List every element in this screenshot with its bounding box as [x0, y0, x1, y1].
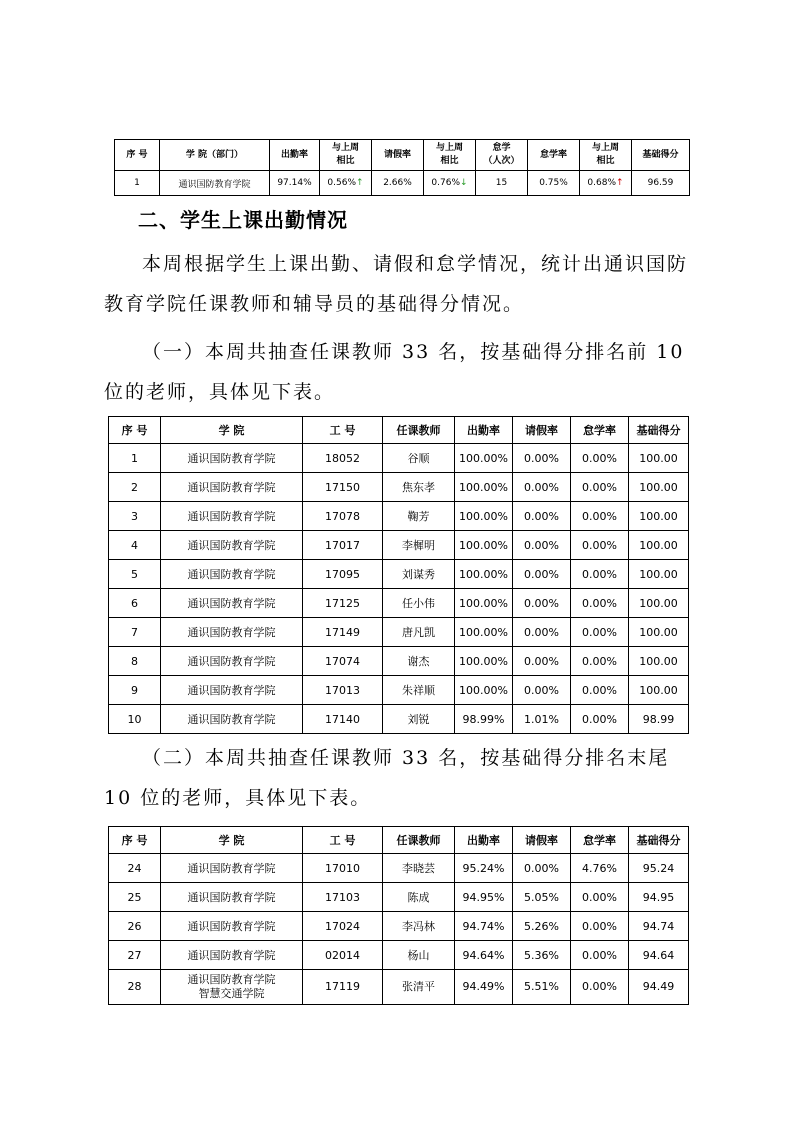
cell-no: 6: [109, 589, 161, 618]
cell-college: 通识国防教育学院: [161, 618, 303, 647]
cell-attendance: 100.00%: [455, 676, 513, 705]
cell-leave: 0.00%: [513, 531, 571, 560]
cell-college: 通识国防教育学院: [160, 171, 270, 196]
down-arrow-icon: ↓: [460, 178, 468, 188]
cell-score: 94.64: [629, 941, 689, 970]
cell-teacher: 张清平: [383, 970, 455, 1005]
cell-leave: 0.00%: [513, 854, 571, 883]
cell-teacher: 李冯林: [383, 912, 455, 941]
table-row: [109, 444, 689, 473]
cell-teacher: 李晓芸: [383, 854, 455, 883]
cell-leave: 0.00%: [513, 647, 571, 676]
college-line: 智慧交通学院: [198, 987, 265, 1000]
cell-teacher: 杨山: [383, 941, 455, 970]
cell-truancy: 0.00%: [571, 912, 629, 941]
col-header-attendance: 出勤率: [455, 827, 513, 854]
cell-id: 17013: [303, 676, 383, 705]
table-row: [109, 502, 689, 531]
cell-no: 9: [109, 676, 161, 705]
bottom10-header-row: [109, 827, 689, 854]
col-header-no: 序 号: [115, 140, 160, 171]
cell-teacher: 鞠芳: [383, 502, 455, 531]
cell-college: 通识国防教育学院: [161, 705, 303, 734]
cell-teacher: 唐凡凯: [383, 618, 455, 647]
cell-attendance: 100.00%: [455, 647, 513, 676]
cell-truancy: 0.00%: [571, 444, 629, 473]
cell-college: 通识国防教育学院: [161, 502, 303, 531]
cell-leave: 0.00%: [513, 560, 571, 589]
col-header-id: 工 号: [303, 417, 383, 444]
bottom10-paragraph: （二）本周共抽查任课教师 33 名，按基础得分排名末尾 10 位的老师，具体见下表。: [104, 747, 670, 809]
cell-teacher: 陈成: [383, 883, 455, 912]
cell-no: 27: [109, 941, 161, 970]
cell-no: 4: [109, 531, 161, 560]
cell-truancy: 0.00%: [571, 676, 629, 705]
college-line: 通识国防教育学院: [187, 973, 276, 986]
col-header-attendance: 出勤率: [270, 140, 320, 171]
cell-college: 通识国防教育学院: [161, 912, 303, 941]
cell-college: 通识国防教育学院: [161, 473, 303, 502]
cell-leave: 5.36%: [513, 941, 571, 970]
cell-college: 通识国防教育学院: [161, 883, 303, 912]
cell-truancy: 0.00%: [571, 502, 629, 531]
cell-attendance: 100.00%: [455, 589, 513, 618]
cell-id: 17150: [303, 473, 383, 502]
cell-teacher: 焦东孝: [383, 473, 455, 502]
top10-header-row: [109, 417, 689, 444]
cell-id: 17125: [303, 589, 383, 618]
table-row: [109, 854, 689, 883]
cell-leave: 0.00%: [513, 618, 571, 647]
cell-truancy-change: [580, 171, 632, 196]
header-text: 与上周 相比: [591, 143, 619, 166]
top10-teacher-table: [108, 416, 689, 734]
cell-leave: 0.00%: [513, 444, 571, 473]
cell-leave: 0.00%: [513, 589, 571, 618]
cell-no: 26: [109, 912, 161, 941]
cell-id: 17078: [303, 502, 383, 531]
col-header-score: 基础得分: [629, 417, 689, 444]
cell-score: 100.00: [629, 647, 689, 676]
table-row: [109, 883, 689, 912]
intro-paragraph: 本周根据学生上课出勤、请假和怠学情况，统计出通识国防教育学院任课教师和辅导员的基础得分情况。: [104, 253, 689, 315]
table-row: [109, 531, 689, 560]
cell-leave: 1.01%: [513, 705, 571, 734]
cell-teacher: 朱祥顺: [383, 676, 455, 705]
cell-score: 100.00: [629, 444, 689, 473]
cell-leave: 5.05%: [513, 883, 571, 912]
cell-no: 28: [109, 970, 161, 1005]
col-header-teacher: 任课教师: [383, 827, 455, 854]
cell-attendance: 94.49%: [455, 970, 513, 1005]
col-header-truancy-change: [580, 140, 632, 171]
cell-score: 94.49: [629, 970, 689, 1005]
cell-no: 25: [109, 883, 161, 912]
cell-college: [161, 970, 303, 1005]
cell-truancy: 0.00%: [571, 941, 629, 970]
cell-no: 5: [109, 560, 161, 589]
cell-attendance: 100.00%: [455, 531, 513, 560]
value-text: 0.68%: [587, 178, 617, 188]
cell-id: 17119: [303, 970, 383, 1005]
cell-leave: 0.00%: [513, 676, 571, 705]
col-header-score: 基础得分: [629, 827, 689, 854]
cell-college: 通识国防教育学院: [161, 676, 303, 705]
cell-truancy: 0.00%: [571, 883, 629, 912]
summary-row: [115, 171, 690, 196]
header-text: 与上周 相比: [331, 143, 359, 166]
cell-id: 17024: [303, 912, 383, 941]
cell-score: 98.99: [629, 705, 689, 734]
cell-college: 通识国防教育学院: [161, 531, 303, 560]
header-text: 与上周 相比: [435, 143, 463, 166]
cell-score: 100.00: [629, 589, 689, 618]
cell-id: 17010: [303, 854, 383, 883]
col-header-truancy: 怠学率: [571, 827, 629, 854]
table-row: [109, 473, 689, 502]
cell-no: 1: [115, 171, 160, 196]
cell-attendance: 94.74%: [455, 912, 513, 941]
col-header-college: 学 院: [161, 827, 303, 854]
cell-truancy: 0.00%: [571, 473, 629, 502]
cell-leave-change: [424, 171, 476, 196]
col-header-truancy: 怠学率: [571, 417, 629, 444]
col-header-no: 序 号: [109, 417, 161, 444]
table-row: [109, 705, 689, 734]
cell-college: 通识国防教育学院: [161, 854, 303, 883]
col-header-leave-change: [424, 140, 476, 171]
col-header-teacher: 任课教师: [383, 417, 455, 444]
cell-truancy-rate: 0.75%: [528, 171, 580, 196]
table-row: [109, 589, 689, 618]
table-row: [109, 647, 689, 676]
col-header-att-change: [320, 140, 372, 171]
cell-no: 1: [109, 444, 161, 473]
cell-leave: 0.00%: [513, 473, 571, 502]
table-row: [109, 560, 689, 589]
cell-no: 7: [109, 618, 161, 647]
cell-id: 02014: [303, 941, 383, 970]
cell-id: 17095: [303, 560, 383, 589]
col-header-score: 基础得分: [632, 140, 690, 171]
col-header-leave: 请假率: [372, 140, 424, 171]
col-header-truancy-count: [476, 140, 528, 171]
up-arrow-icon: ↑: [356, 178, 364, 188]
cell-truancy: 0.00%: [571, 618, 629, 647]
cell-no: 3: [109, 502, 161, 531]
cell-college: 通识国防教育学院: [161, 444, 303, 473]
cell-id: 17017: [303, 531, 383, 560]
cell-score: 100.00: [629, 473, 689, 502]
cell-score: 100.00: [629, 618, 689, 647]
cell-score: 96.59: [632, 171, 690, 196]
bottom10-teacher-table: [108, 826, 689, 1005]
value-text: 0.56%: [327, 178, 357, 188]
cell-attendance: 100.00%: [455, 473, 513, 502]
cell-attendance: 94.95%: [455, 883, 513, 912]
cell-leave: 5.26%: [513, 912, 571, 941]
top10-body: [109, 444, 689, 734]
cell-score: 100.00: [629, 676, 689, 705]
col-header-attendance: 出勤率: [455, 417, 513, 444]
cell-truancy: 0.00%: [571, 589, 629, 618]
col-header-college: 学 院（部门）: [160, 140, 270, 171]
cell-no: 2: [109, 473, 161, 502]
col-header-leave: 请假率: [513, 417, 571, 444]
table-row: [109, 970, 689, 1005]
cell-attendance: 100.00%: [455, 560, 513, 589]
cell-no: 8: [109, 647, 161, 676]
cell-leave: 5.51%: [513, 970, 571, 1005]
cell-truancy: 0.00%: [571, 970, 629, 1005]
cell-attendance: 94.64%: [455, 941, 513, 970]
cell-attendance: 100.00%: [455, 618, 513, 647]
cell-attendance: 98.99%: [455, 705, 513, 734]
value-text: 0.76%: [431, 178, 461, 188]
cell-leave: 0.00%: [513, 502, 571, 531]
cell-id: 17149: [303, 618, 383, 647]
cell-score: 94.95: [629, 883, 689, 912]
cell-college: 通识国防教育学院: [161, 647, 303, 676]
header-text: 怠学 （人次）: [483, 143, 520, 166]
cell-truancy: 0.00%: [571, 560, 629, 589]
table-row: [109, 912, 689, 941]
col-header-id: 工 号: [303, 827, 383, 854]
cell-attendance: 97.14%: [270, 171, 320, 196]
table-row: [109, 618, 689, 647]
college-summary-table: [114, 139, 690, 196]
section-heading: 二、学生上课出勤情况: [138, 208, 348, 232]
cell-no: 10: [109, 705, 161, 734]
cell-id: 17074: [303, 647, 383, 676]
cell-truancy: 4.76%: [571, 854, 629, 883]
cell-attendance: 100.00%: [455, 444, 513, 473]
col-header-truancy-rate: 怠学率: [528, 140, 580, 171]
cell-score: 100.00: [629, 560, 689, 589]
col-header-no: 序 号: [109, 827, 161, 854]
cell-truancy-count: 15: [476, 171, 528, 196]
cell-college: 通识国防教育学院: [161, 589, 303, 618]
cell-teacher: 刘锐: [383, 705, 455, 734]
cell-college: 通识国防教育学院: [161, 560, 303, 589]
col-header-college: 学 院: [161, 417, 303, 444]
cell-score: 100.00: [629, 502, 689, 531]
cell-att-change: [320, 171, 372, 196]
top10-paragraph: （一）本周共抽查任课教师 33 名，按基础得分排名前 10 位的老师，具体见下表。: [104, 341, 685, 403]
cell-id: 18052: [303, 444, 383, 473]
cell-teacher: 谷顺: [383, 444, 455, 473]
cell-score: 100.00: [629, 531, 689, 560]
cell-score: 94.74: [629, 912, 689, 941]
cell-attendance: 100.00%: [455, 502, 513, 531]
cell-teacher: 刘谋秀: [383, 560, 455, 589]
cell-no: 24: [109, 854, 161, 883]
cell-teacher: 谢杰: [383, 647, 455, 676]
bottom10-body: [109, 854, 689, 1005]
cell-score: 95.24: [629, 854, 689, 883]
table-row: [109, 941, 689, 970]
cell-attendance: 95.24%: [455, 854, 513, 883]
col-header-leave: 请假率: [513, 827, 571, 854]
cell-id: 17103: [303, 883, 383, 912]
cell-id: 17140: [303, 705, 383, 734]
cell-college: 通识国防教育学院: [161, 941, 303, 970]
cell-teacher: 李樨明: [383, 531, 455, 560]
cell-leave: 2.66%: [372, 171, 424, 196]
cell-truancy: 0.00%: [571, 705, 629, 734]
up-arrow-icon: ↑: [616, 178, 624, 188]
cell-teacher: 任小伟: [383, 589, 455, 618]
summary-header-row: [115, 140, 690, 171]
cell-truancy: 0.00%: [571, 531, 629, 560]
cell-truancy: 0.00%: [571, 647, 629, 676]
table-row: [109, 676, 689, 705]
